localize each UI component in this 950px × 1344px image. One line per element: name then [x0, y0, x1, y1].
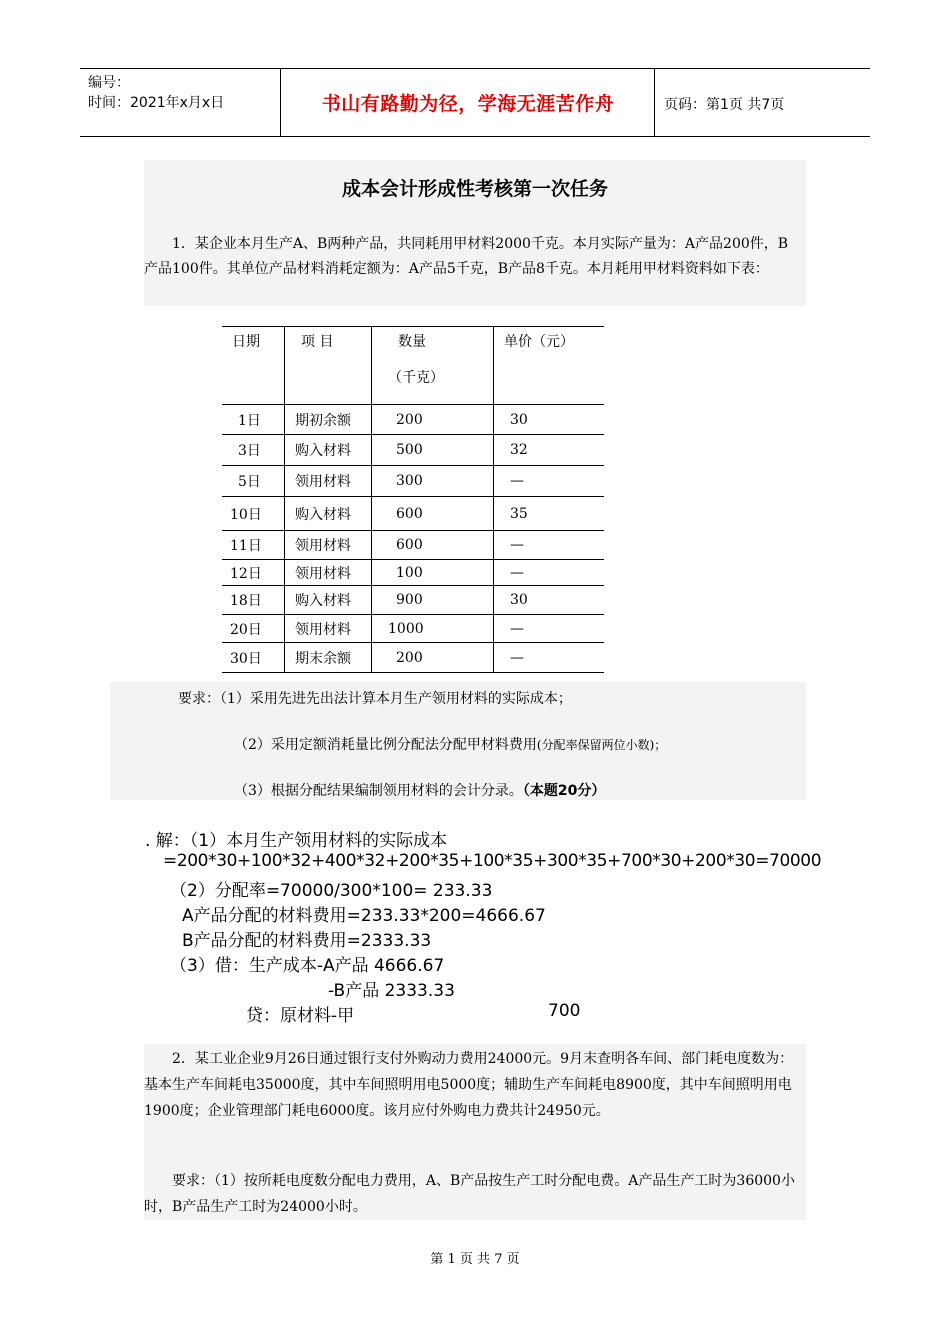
- answer-line: A产品分配的材料费用=233.33*200=4666.67: [182, 906, 546, 926]
- requirement-2: （2）采用定额消耗量比例分配法分配甲材料费用(分配率保留两位小数)；: [234, 737, 667, 753]
- cell-item: 购入材料: [285, 435, 372, 466]
- cell-item: 领用材料: [285, 466, 372, 497]
- question-2: [144, 1044, 806, 1220]
- question-2-text: 2．某工业企业9月26日通过银行支付外购动力费用24000元。9月末查明各车间、部门耗电度数为：基本生产车间耗电35000度，其中车间照明用电5000度；辅助生产车间耗电8900度，其中车间照明用电1900度；企业管理部门耗电6000度。该月应付外购电力费共计24950元。: [144, 1051, 794, 1119]
- cell-price: —: [494, 560, 605, 586]
- cell-price: —: [494, 643, 605, 673]
- cell-item: 购入材料: [285, 586, 372, 615]
- cell-price: —: [494, 531, 605, 560]
- date-label: 时间：2021年x月x日: [88, 95, 225, 111]
- question-1-requirements: [110, 682, 806, 800]
- cell-item: 购入材料: [285, 497, 372, 531]
- cell-qty: 900: [372, 586, 494, 615]
- cell-date: 1日: [222, 405, 285, 435]
- requirement-3: （3）根据分配结果编制领用材料的会计分录。（本题20分）: [234, 783, 606, 799]
- cell-date: 10日: [222, 497, 285, 531]
- table-row: [222, 531, 604, 560]
- cell-price: 30: [494, 405, 605, 435]
- page-title: 成本会计形成性考核第一次任务: [341, 178, 608, 200]
- table-header-row: [222, 327, 604, 405]
- cell-price: —: [494, 615, 605, 643]
- table-row: [222, 405, 604, 435]
- cell-price: 30: [494, 586, 605, 615]
- material-table: [222, 326, 604, 673]
- table-row: [222, 560, 604, 586]
- table-row: [222, 435, 604, 466]
- cell-date: 30日: [222, 643, 285, 673]
- cell-item: 期初余额: [285, 405, 372, 435]
- header-qty: 数量 （千克）: [372, 327, 494, 405]
- cell-qty: 300: [372, 466, 494, 497]
- answer-line: -B产品 2333.33: [328, 981, 455, 1001]
- cell-qty: 600: [372, 531, 494, 560]
- table-row: [222, 466, 604, 497]
- table-row: [222, 643, 604, 673]
- requirement-1: 要求：（1）采用先进先出法计算本月生产领用材料的实际成本；: [178, 691, 572, 707]
- header-date: 日期: [222, 327, 285, 405]
- cell-qty: 200: [372, 405, 494, 435]
- answer-line: =200*30+100*32+400*32+200*35+100*35+300*35+700*30+200*30=70000: [163, 851, 822, 871]
- cell-price: 32: [494, 435, 605, 466]
- cell-price: —: [494, 466, 605, 497]
- header-item: 项 目: [285, 327, 372, 405]
- table-row: [222, 497, 604, 531]
- answer-amount: 700: [548, 1001, 581, 1021]
- motto: 书山有路勤为径，学海无涯苦作舟: [321, 93, 615, 115]
- cell-date: 11日: [222, 531, 285, 560]
- cell-item: 领用材料: [285, 560, 372, 586]
- page-label: 页码：第1页 共7页: [664, 97, 785, 113]
- cell-qty: 100: [372, 560, 494, 586]
- answer-line: （2）分配率=70000/300*100= 233.33: [170, 881, 493, 901]
- document-header: [80, 68, 870, 137]
- answer-line: B产品分配的材料费用=2333.33: [182, 931, 432, 951]
- cell-date: 20日: [222, 615, 285, 643]
- cell-date: 5日: [222, 466, 285, 497]
- table-row: [222, 615, 604, 643]
- header-divider: [654, 69, 655, 136]
- cell-qty: 1000: [372, 615, 494, 643]
- table-row: [222, 586, 604, 615]
- answer-line: . 解：（1）本月生产领用材料的实际成本: [145, 831, 448, 851]
- answer-line: 贷：原材料-甲: [246, 1006, 355, 1026]
- question-2-requirement: 要求：（1）按所耗电度数分配电力费用，A、B产品按生产工时分配电费。A产品生产工时为36000小时，B产品生产工时为24000小时。: [144, 1173, 795, 1215]
- question-1-intro: [144, 160, 806, 306]
- cell-item: 期末余额: [285, 643, 372, 673]
- cell-date: 12日: [222, 560, 285, 586]
- cell-item: 领用材料: [285, 531, 372, 560]
- header-meta: [88, 73, 224, 113]
- question-1-text: 1．某企业本月生产A、B两种产品，共同耗用甲材料2000千克。本月实际产量为：A产品200件，B产品100件。其单位产品材料消耗定额为：A产品5千克，B产品8千克。本月耗用甲材料资料如下表：: [144, 236, 789, 277]
- cell-qty: 500: [372, 435, 494, 466]
- cell-price: 35: [494, 497, 605, 531]
- cell-qty: 600: [372, 497, 494, 531]
- cell-date: 3日: [222, 435, 285, 466]
- cell-qty: 200: [372, 643, 494, 673]
- header-price: 单价（元）: [494, 327, 605, 405]
- number-label: 编号：: [88, 75, 130, 91]
- cell-date: 18日: [222, 586, 285, 615]
- page-footer: 第 1 页 共 7 页: [430, 1252, 520, 1267]
- answer-line: （3）借：生产成本-A产品 4666.67: [170, 956, 445, 976]
- cell-item: 领用材料: [285, 615, 372, 643]
- header-divider: [280, 69, 281, 136]
